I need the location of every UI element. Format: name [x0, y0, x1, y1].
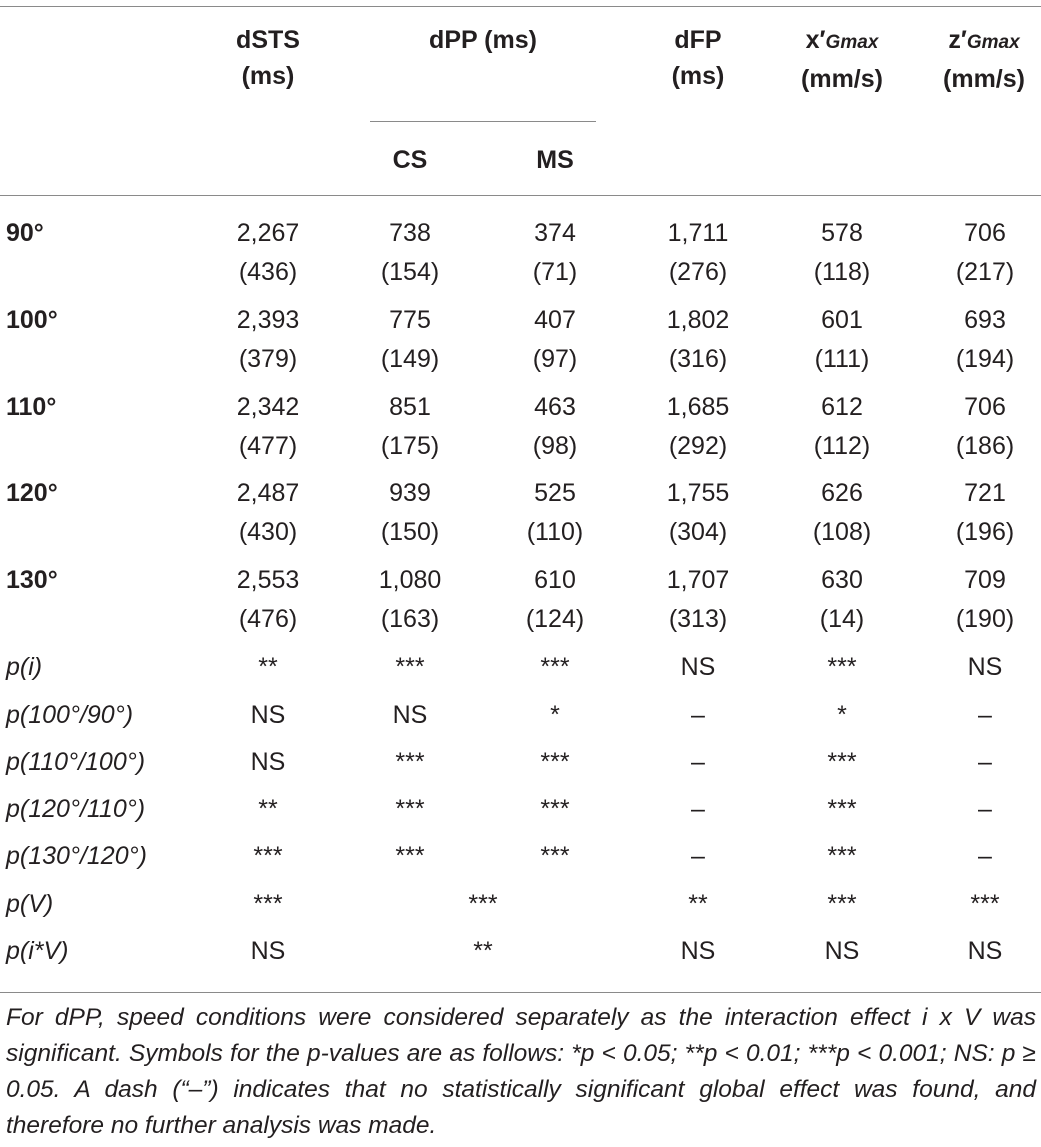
cell-cs-mean: 851	[389, 393, 431, 421]
stat-dsts: ***	[253, 842, 283, 870]
stat-ms: ***	[540, 748, 570, 776]
cell-dsts-mean: 2,393	[236, 306, 300, 334]
stat-xg: ***	[827, 795, 857, 823]
cell-dfp-sd: (316)	[668, 345, 728, 373]
stat-dfp: –	[691, 842, 705, 870]
stat-cs: ***	[395, 842, 425, 870]
stat-xg: *	[837, 701, 847, 729]
cell-cs-sd: (154)	[380, 258, 440, 286]
header-cs: CS	[392, 146, 428, 174]
stat-xg: NS	[824, 937, 860, 965]
stat-cs: ***	[395, 748, 425, 776]
cell-dfp-sd: (292)	[668, 432, 728, 460]
stat-zg: ***	[970, 890, 1000, 918]
stat-cs: ***	[395, 795, 425, 823]
cell-xg-sd: (108)	[812, 518, 872, 546]
stat-zg: NS	[967, 653, 1003, 681]
cell-dsts-sd: (477)	[238, 432, 298, 460]
stat-dfp: –	[691, 748, 705, 776]
cell-dsts-sd: (379)	[238, 345, 298, 373]
cell-dfp-sd: (276)	[668, 258, 728, 286]
cell-zg-mean: 706	[964, 219, 1006, 247]
header-bottom-rule	[0, 195, 1041, 196]
stat-label: p(120°/110°)	[6, 795, 146, 823]
header-zgmax: z′Gmax (mm/s)	[943, 26, 1025, 93]
stat-zg: –	[978, 842, 992, 870]
stat-zg: –	[978, 795, 992, 823]
cell-ms-mean: 407	[534, 306, 576, 334]
cell-zg-sd: (190)	[955, 605, 1015, 633]
cell-zg-sd: (186)	[955, 432, 1015, 460]
cell-zg-mean: 721	[964, 479, 1006, 507]
cell-zg-sd: (217)	[955, 258, 1015, 286]
cell-ms-mean: 525	[534, 479, 576, 507]
stat-dfp: –	[691, 701, 705, 729]
cell-cs-mean: 738	[389, 219, 431, 247]
stat-xg: ***	[827, 842, 857, 870]
cell-dfp-mean: 1,802	[666, 306, 730, 334]
stat-label: p(110°/100°)	[6, 748, 146, 776]
table-bottom-rule	[0, 992, 1041, 993]
stat-dsts: NS	[250, 937, 286, 965]
cell-xg-sd: (111)	[814, 345, 870, 373]
cell-xg-mean: 601	[821, 306, 863, 334]
cell-zg-mean: 706	[964, 393, 1006, 421]
cell-zg-mean: 709	[964, 566, 1006, 594]
cell-dfp-mean: 1,707	[666, 566, 730, 594]
cell-cs-sd: (163)	[380, 605, 440, 633]
stat-dsts: NS	[250, 701, 286, 729]
cell-ms-sd: (71)	[532, 258, 578, 286]
cell-zg-sd: (196)	[955, 518, 1015, 546]
cell-dsts-mean: 2,553	[236, 566, 300, 594]
cell-xg-mean: 630	[821, 566, 863, 594]
stat-label: p(i)	[6, 653, 43, 681]
stat-label: p(V)	[6, 890, 54, 918]
stat-label: p(130°/120°)	[6, 842, 147, 870]
stat-dfp: **	[688, 890, 708, 918]
stat-dfp: –	[691, 795, 705, 823]
stat-dfp: NS	[680, 937, 716, 965]
stat-dsts: NS	[250, 748, 286, 776]
table-footnote: For dPP, speed conditions were considered separately as the interaction effect i x V was significant. Symbols for the p-values are as follows: *p < 0.05; **p < 0.01; ***p < 0.001; NS: p ≥ 0.05. A dash (“–”) indicates that no statistically significant global effect was found, and therefore no further analysis was made.	[6, 1004, 1036, 1139]
cell-dsts-sd: (430)	[238, 518, 298, 546]
row-label: 110°	[6, 393, 57, 421]
header-dpp: dPP (ms)	[429, 26, 537, 54]
cell-xg-sd: (118)	[813, 258, 871, 286]
cell-ms-mean: 374	[534, 219, 576, 247]
stat-ms: ***	[540, 842, 570, 870]
cell-dsts-mean: 2,267	[236, 219, 300, 247]
cell-dsts-sd: (476)	[238, 605, 298, 633]
cell-cs-mean: 775	[389, 306, 431, 334]
stat-ms: ***	[540, 795, 570, 823]
stat-zg: –	[978, 748, 992, 776]
cell-xg-sd: (14)	[819, 605, 865, 633]
stat-xg: ***	[827, 748, 857, 776]
cell-ms-sd: (98)	[532, 432, 578, 460]
stat-dfp: NS	[680, 653, 716, 681]
stat-dpp-merged: ***	[468, 890, 498, 918]
stat-ms: *	[550, 701, 560, 729]
row-label: 90°	[6, 219, 44, 247]
row-label: 130°	[6, 566, 58, 594]
cell-dsts-mean: 2,342	[236, 393, 300, 421]
cell-cs-mean: 939	[389, 479, 431, 507]
cell-ms-sd: (97)	[532, 345, 578, 373]
cell-zg-sd: (194)	[955, 345, 1015, 373]
cell-dfp-sd: (313)	[668, 605, 728, 633]
cell-zg-mean: 693	[964, 306, 1006, 334]
stat-label: p(i*V)	[6, 937, 69, 965]
header-dfp: dFP (ms)	[671, 26, 725, 90]
dpp-span-rule	[370, 121, 596, 122]
cell-cs-sd: (149)	[380, 345, 440, 373]
stat-dpp-merged: **	[473, 937, 493, 965]
row-label: 120°	[6, 479, 58, 507]
stat-label: p(100°/90°)	[6, 701, 134, 729]
stat-dsts: **	[258, 653, 278, 681]
cell-ms-mean: 463	[534, 393, 576, 421]
stat-xg: ***	[827, 890, 857, 918]
cell-xg-mean: 612	[821, 393, 863, 421]
header-ms: MS	[536, 146, 574, 174]
row-label: 100°	[6, 306, 58, 334]
header-dsts: dSTS (ms)	[236, 26, 300, 90]
stat-zg: –	[978, 701, 992, 729]
cell-xg-mean: 626	[821, 479, 863, 507]
cell-dfp-mean: 1,711	[667, 219, 729, 247]
cell-dsts-mean: 2,487	[236, 479, 300, 507]
header-xgmax: x′Gmax (mm/s)	[801, 26, 883, 93]
cell-xg-mean: 578	[821, 219, 863, 247]
cell-cs-sd: (150)	[380, 518, 440, 546]
table-top-rule	[0, 6, 1041, 7]
stat-ms: ***	[540, 653, 570, 681]
stat-cs: NS	[392, 701, 428, 729]
cell-ms-sd: (124)	[525, 605, 585, 633]
cell-dfp-mean: 1,685	[666, 393, 730, 421]
cell-dfp-sd: (304)	[668, 518, 728, 546]
cell-dsts-sd: (436)	[238, 258, 298, 286]
cell-cs-mean: 1,080	[378, 566, 442, 594]
stat-zg: NS	[967, 937, 1003, 965]
stat-dsts: ***	[253, 890, 283, 918]
stat-dsts: **	[258, 795, 278, 823]
stat-cs: ***	[395, 653, 425, 681]
cell-ms-mean: 610	[534, 566, 576, 594]
cell-cs-sd: (175)	[380, 432, 440, 460]
cell-dfp-mean: 1,755	[666, 479, 730, 507]
cell-ms-sd: (110)	[526, 518, 584, 546]
stat-xg: ***	[827, 653, 857, 681]
cell-xg-sd: (112)	[813, 432, 871, 460]
